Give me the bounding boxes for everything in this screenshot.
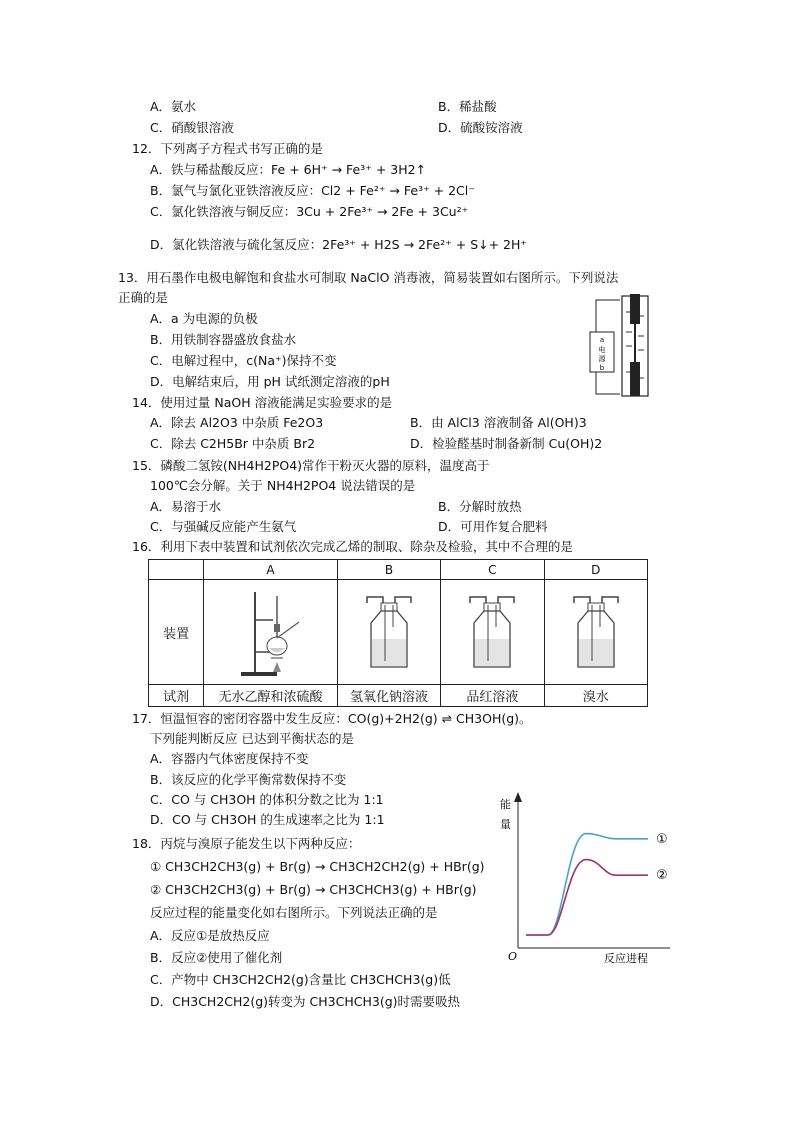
q12-option-c: C．氯化铁溶液与铜反应：3Cu + 2Fe³⁺ → 2Fe + 3Cu²⁺ <box>150 204 469 219</box>
apparatus-a <box>204 580 338 685</box>
q16-stem: 16．利用下表中装置和试剂依次完成乙烯的制取、除杂及检验，其中不合理的是 <box>132 539 573 554</box>
power-label-a: a <box>599 336 605 344</box>
q17-option-d: D．CO 与 CH3OH 的生成速率之比为 1:1 <box>150 812 385 827</box>
ethylene-generator-icon <box>215 582 325 680</box>
q13-option-c: C．电解过程中，c(Na⁺)保持不变 <box>150 353 337 368</box>
q14-stem: 14．使用过量 NaOH 溶液能满足实验要求的是 <box>132 395 393 410</box>
q13-stem-line1: 13．用石墨作电极电解饱和食盐水可制取 NaClO 消毒液，简易装置如右图所示。下列说法 <box>118 270 619 285</box>
reagent-d: 溴水 <box>544 685 647 707</box>
col-header-a: A <box>204 560 338 580</box>
reagent-a: 无水乙醇和浓硫酸 <box>204 685 338 707</box>
col-header-b: B <box>337 560 440 580</box>
q17-stem-line2: 下列能判断反应 已达到平衡状态的是 <box>150 731 354 746</box>
col-header-c: C <box>441 560 544 580</box>
q11-option-a: A．氨水 <box>150 99 197 114</box>
q12-option-d: D．氯化铁溶液与硫化氢反应：2Fe³⁺ + H2S → 2Fe²⁺ + S↓+ 2H⁺ <box>150 237 527 252</box>
row-label-reagent: 试剂 <box>149 685 204 707</box>
wash-bottle-icon <box>359 591 419 671</box>
q15-stem-line2: 100℃会分解。关于 NH4H2PO4 说法错误的是 <box>150 478 416 493</box>
q12-option-b: B．氯气与氯化亚铁溶液反应：Cl2 + Fe²⁺ → Fe³⁺ + 2Cl⁻ <box>150 183 475 198</box>
origin-label: O <box>508 950 518 963</box>
col-header-d: D <box>544 560 647 580</box>
q15-option-d: D．可用作复合肥料 <box>438 519 548 534</box>
q15-option-a: A．易溶于水 <box>150 499 222 514</box>
q17-option-a: A．容器内气体密度保持不变 <box>150 751 309 766</box>
q13-stem-line2: 正确的是 <box>118 290 169 305</box>
q18-option-c: C．产物中 CH3CH2CH2(g)含量比 CH3CHCH3(g)低 <box>150 972 451 987</box>
q15-option-c: C．与强碱反应能产生氨气 <box>150 519 297 534</box>
y-axis-arrow <box>514 792 522 802</box>
q12-stem: 12．下列离子方程式书写正确的是 <box>132 141 323 156</box>
series-line-2 <box>526 860 648 935</box>
electrolysis-device-figure <box>588 292 658 402</box>
q11-option-c: C．硝酸银溶液 <box>150 120 234 135</box>
q14-option-d: D．检验醛基时制备新制 Cu(OH)2 <box>410 436 603 451</box>
reagent-c: 品红溶液 <box>441 685 544 707</box>
q13-option-b: B．用铁制容器盛放食盐水 <box>150 332 297 347</box>
q18-option-a: A．反应①是放热反应 <box>150 928 270 943</box>
q18-reaction-1: ① CH3CH2CH3(g) + Br(g) → CH3CH2CH2(g) + HBr(g) <box>150 859 485 874</box>
y-axis-label-2: 量 <box>500 818 511 831</box>
q14-option-b: B．由 AlCl3 溶液制备 Al(OH)3 <box>410 415 587 430</box>
x-axis-label: 反应进程 <box>604 952 648 965</box>
apparatus-b <box>337 580 440 685</box>
apparatus-c <box>441 580 544 685</box>
wash-bottle-icon <box>462 591 522 671</box>
series-label-1: ① <box>656 831 668 847</box>
q11-option-d: D．硫酸铵溶液 <box>438 120 523 135</box>
q18-reaction-2: ② CH3CH2CH3(g) + Br(g) → CH3CHCH3(g) + HBr(g) <box>150 882 477 897</box>
wash-bottle-icon <box>566 591 626 671</box>
q17-stem-line1: 17．恒温恒容的密闭容器中发生反应：CO(g)+2H2(g) ⇌ CH3OH(g)。 <box>132 711 532 726</box>
q15-option-b: B．分解时放热 <box>438 499 522 514</box>
power-label-b: b <box>599 364 605 372</box>
q11-option-b: B．稀盐酸 <box>438 99 497 114</box>
series-label-2: ② <box>656 868 668 884</box>
q12-option-a: A．铁与稀盐酸反应：Fe + 6H⁺ → Fe³⁺ + 3H2↑ <box>150 162 427 177</box>
q18-stem-line2: 反应过程的能量变化如右图所示。下列说法正确的是 <box>150 905 438 920</box>
q14-option-a: A．除去 Al2O3 中杂质 Fe2O3 <box>150 415 324 430</box>
q15-stem-line1: 15．磷酸二氢铵(NH4H2PO4)常作干粉灭火器的原料，温度高于 <box>132 458 490 473</box>
apparatus-d <box>544 580 647 685</box>
q18-option-d: D．CH3CH2CH2(g)转变为 CH3CHCH3(g)时需要吸热 <box>150 994 461 1009</box>
series-line-1 <box>526 834 648 935</box>
power-label-dian: 电 <box>598 346 606 354</box>
q13-option-a: A．a 为电源的负极 <box>150 311 258 326</box>
q14-option-c: C．除去 C2H5Br 中杂质 Br2 <box>150 436 316 451</box>
power-label-yuan: 源 <box>598 355 606 363</box>
apparatus-table <box>148 559 648 707</box>
y-axis-label-1: 能 <box>500 798 511 811</box>
q18-option-b: B．反应②使用了催化剂 <box>150 950 283 965</box>
q17-option-b: B．该反应的化学平衡常数保持不变 <box>150 772 347 787</box>
q13-option-d: D．电解结束后，用 pH 试纸测定溶液的pH <box>150 374 390 389</box>
reagent-b: 氢氧化钠溶液 <box>337 685 440 707</box>
energy-profile-chart <box>490 790 680 970</box>
q17-option-c: C．CO 与 CH3OH 的体积分数之比为 1:1 <box>150 792 384 807</box>
row-label-apparatus: 装置 <box>149 580 204 685</box>
table-corner <box>149 560 204 580</box>
q18-stem: 18．丙烷与溴原子能发生以下两种反应： <box>132 836 361 851</box>
